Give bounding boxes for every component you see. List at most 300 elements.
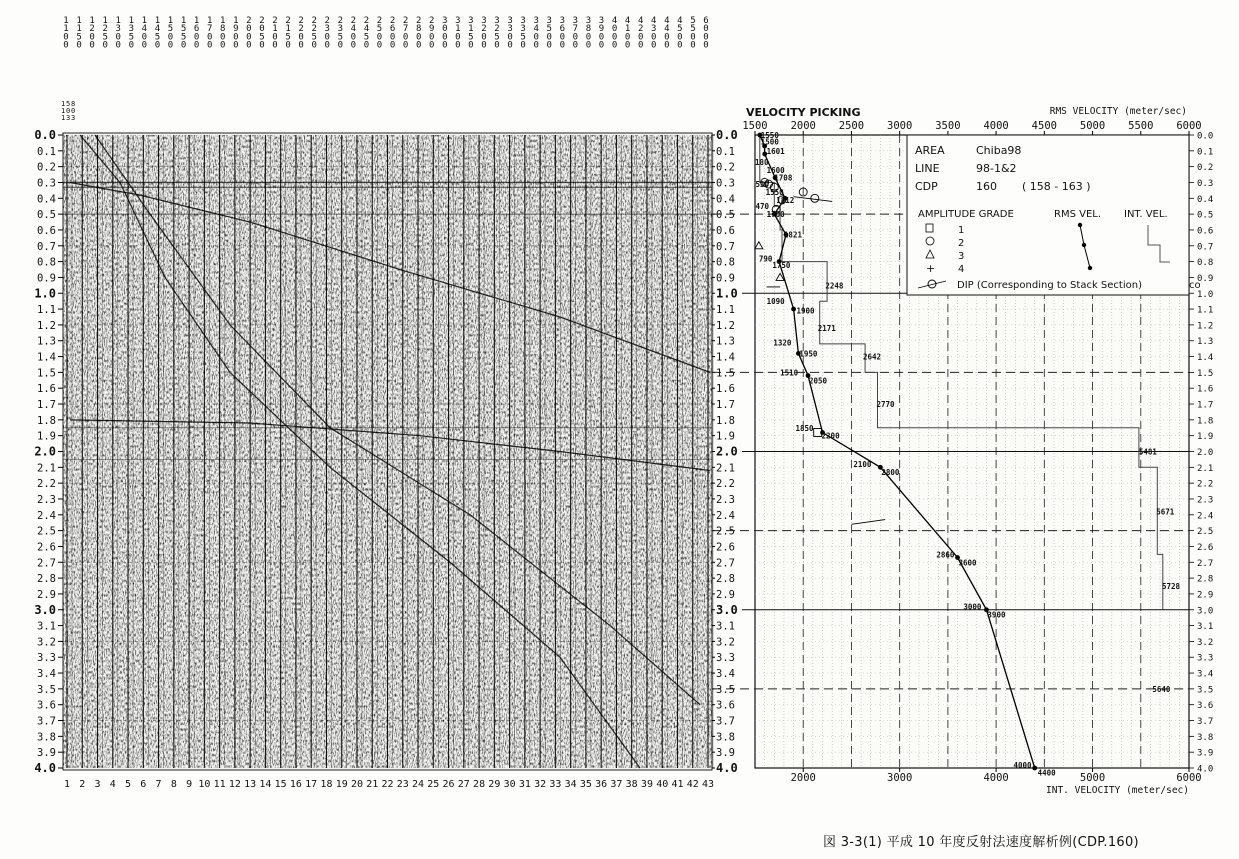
header-fold-column — [233, 16, 238, 51]
header-fold-digit: 0 — [585, 40, 592, 51]
trace-number: 20 — [350, 779, 363, 790]
header-fold-digit: 2 — [246, 16, 252, 26]
top-tick-label: 3000 — [887, 120, 913, 132]
time-label-mid: 3.6 — [716, 699, 735, 712]
header-fold-digit: 0 — [585, 32, 592, 43]
pick-label: 1500 — [760, 137, 779, 147]
header-fold-digit: 0 — [259, 24, 265, 35]
header-fold-digit: 0 — [402, 40, 409, 51]
header-fold-digit: 3 — [533, 16, 539, 26]
header-fold-column — [129, 16, 134, 51]
trace-number: 11 — [213, 779, 226, 790]
header-fold-digit: 1 — [285, 24, 291, 35]
trace-number-axis — [64, 779, 714, 790]
header-fold-digit: 0 — [233, 32, 239, 43]
time-label-mid: 1.5 — [716, 367, 735, 380]
time-label-right: 3.1 — [1197, 622, 1214, 633]
rms-legend-point — [1082, 243, 1086, 247]
pick-label: 1320 — [773, 338, 792, 348]
time-label-left: 1.4 — [37, 351, 56, 364]
time-label-mid: 0.3 — [716, 177, 735, 190]
header-fold-digit: 0 — [402, 32, 409, 43]
gather-header-numbers — [61, 100, 75, 122]
header-fold-digit: 2 — [311, 16, 317, 26]
time-label-left: 2.0 — [34, 444, 56, 459]
header-fold-column — [442, 16, 447, 51]
dip-legend-label: DIP (Corresponding to Stack Section) — [957, 280, 1142, 291]
header-fold-digit: 4 — [363, 24, 370, 35]
trace-number: 2 — [79, 779, 86, 790]
time-label-right: 2.9 — [1197, 590, 1214, 601]
header-fold-digit: 0 — [376, 40, 383, 51]
header-fold-digit: 0 — [572, 32, 579, 43]
header-fold-digit: 0 — [102, 40, 108, 51]
header-fold-column — [520, 16, 525, 51]
header-fold-column — [63, 16, 68, 51]
header-fold-digit: 7 — [402, 24, 409, 35]
header-fold-digit: 4 — [651, 16, 657, 26]
header-fold-digit: 3 — [507, 24, 513, 35]
header-fold-digit: 0 — [167, 32, 174, 43]
header-fold-digit: 5 — [154, 32, 161, 43]
header-fold-digit: 0 — [272, 40, 278, 51]
bottom-tick-label: 3000 — [887, 772, 913, 784]
pick-label: 1900 — [796, 306, 815, 316]
time-label-left: 0.4 — [37, 193, 56, 206]
header-fold-digit: 0 — [690, 40, 696, 51]
pick-label: 470 — [755, 202, 770, 212]
header-fold-digit: 5 — [259, 32, 265, 43]
header-fold-digit: 3 — [455, 16, 461, 26]
trace-number: 23 — [396, 779, 409, 790]
header-fold-digit: 5 — [167, 24, 174, 35]
header-fold-digit: 0 — [89, 40, 95, 51]
header-fold-digit: 0 — [167, 40, 174, 51]
trace-number: 16 — [289, 779, 302, 790]
rms-legend-point — [1088, 266, 1092, 270]
header-fold-digit: 5 — [690, 16, 696, 26]
header-fold-column — [351, 16, 356, 51]
trace-number: 15 — [274, 779, 287, 790]
header-fold-digit: 0 — [611, 32, 618, 43]
header-fold-column — [625, 16, 630, 51]
time-label-right: 2.5 — [1197, 527, 1214, 538]
header-fold-digit: 0 — [664, 40, 670, 51]
time-label-left: 2.3 — [37, 493, 56, 506]
pick-label: 3600 — [958, 558, 977, 568]
header-fold-digit: 0 — [481, 40, 487, 51]
amplitude-grade-number: 2 — [958, 238, 965, 249]
header-fold-digit: 2 — [298, 24, 304, 35]
header-fold-digit: 0 — [376, 32, 383, 43]
header-fold-column — [285, 16, 290, 51]
trace-number: 37 — [610, 779, 623, 790]
time-label-right: 2.1 — [1197, 463, 1214, 474]
time-label-left: 0.2 — [37, 161, 56, 174]
time-label-mid: 0.2 — [716, 161, 735, 174]
time-label-left: 1.8 — [37, 414, 56, 427]
time-label-right: 3.2 — [1197, 637, 1214, 648]
header-fold-digit: 0 — [141, 32, 148, 43]
figure-caption: 図 3-3(1) 平成 10 年度反射法速度解析例(CDP.160) — [823, 835, 1139, 850]
time-label-left: 0.8 — [37, 256, 56, 269]
header-fold-digit: 0 — [624, 32, 631, 43]
header-fold-digit: 0 — [298, 32, 304, 43]
header-fold-digit: 5 — [76, 32, 82, 43]
header-fold-digit: 5 — [311, 32, 317, 43]
time-label-right: 0.8 — [1197, 258, 1214, 269]
pick-label: 5481 — [1138, 447, 1157, 457]
header-fold-digit: 0 — [89, 32, 95, 43]
header-fold-digit: 2 — [350, 16, 357, 26]
header-fold-column — [533, 16, 538, 51]
pick-label: 1550 — [760, 131, 779, 140]
header-fold-digit: 0 — [429, 32, 435, 43]
header-fold-column — [76, 16, 81, 51]
pick-label: 2171 — [817, 324, 836, 334]
pick-label: 5640 — [1152, 684, 1171, 694]
time-label-left: 1.7 — [37, 399, 56, 412]
header-fold-column — [220, 16, 225, 51]
header-fold-digit: 5 — [376, 24, 383, 35]
header-fold-digit: 3 — [559, 16, 566, 26]
header-fold-digit: 0 — [259, 40, 265, 51]
trace-number: 30 — [503, 779, 516, 790]
header-fold-column — [181, 16, 186, 51]
header-fold-digit: 0 — [415, 40, 422, 51]
header-fold-digit: 3 — [324, 24, 330, 35]
header-fold-digit: 0 — [429, 40, 435, 51]
pick-label: 2770 — [876, 400, 895, 410]
pick-label: 1700 — [766, 210, 785, 220]
header-fold-digit: 1 — [206, 16, 213, 26]
pick-label: 1601 — [766, 146, 785, 156]
trace-number: 3 — [94, 779, 101, 790]
time-label-left: 1.5 — [37, 367, 56, 380]
top-axis-title: RMS VELOCITY (meter/sec) — [1049, 106, 1187, 117]
pick-label: 3900 — [987, 610, 1006, 620]
header-fold-numbers — [63, 16, 708, 51]
trace-number: 32 — [534, 779, 547, 790]
header-fold-digit: 4 — [624, 16, 631, 26]
time-label-right: 3.4 — [1197, 669, 1214, 680]
header-fold-digit: 0 — [624, 40, 631, 51]
time-label-mid: 1.2 — [716, 319, 735, 332]
time-label-right: 3.3 — [1197, 653, 1214, 664]
cdp-range: ( 158 - 163 ) — [1022, 180, 1091, 193]
time-label-mid: 1.9 — [716, 430, 735, 443]
time-label-mid: 3.7 — [716, 715, 735, 728]
header-fold-digit: 3 — [481, 16, 487, 26]
header-fold-digit: 1 — [468, 24, 474, 35]
header-fold-digit: 0 — [76, 40, 82, 51]
header-fold-digit: 2 — [285, 16, 291, 26]
header-fold-digit: 0 — [350, 40, 357, 51]
time-label-left: 3.0 — [34, 602, 56, 617]
rms-legend-point — [1078, 223, 1082, 227]
header-fold-column — [638, 16, 643, 51]
header-fold-digit: 0 — [598, 40, 605, 51]
header-fold-digit: 2 — [272, 16, 278, 26]
time-label-mid: 1.4 — [716, 351, 735, 364]
header-fold-digit: 0 — [520, 40, 526, 51]
header-fold-digit: 0 — [559, 40, 566, 51]
header-fold-digit: 2 — [363, 16, 370, 26]
header-fold-digit: 5 — [180, 32, 187, 43]
header-fold-digit: 0 — [115, 32, 121, 43]
header-fold-column — [364, 16, 369, 51]
time-label-mid: 3.8 — [716, 731, 735, 744]
trace-number: 43 — [701, 779, 715, 790]
line-value: 98-1&2 — [976, 162, 1017, 175]
header-fold-digit: 9 — [598, 24, 605, 35]
time-label-mid: 4.0 — [716, 761, 738, 775]
time-label-mid: 3.1 — [716, 620, 735, 633]
time-label-left: 3.1 — [37, 620, 56, 633]
header-fold-digit: 0 — [206, 40, 213, 51]
header-fold-digit: 0 — [690, 32, 696, 43]
header-fold-digit: 0 — [546, 40, 552, 51]
time-label-right: 1.7 — [1197, 400, 1214, 411]
header-fold-digit: 0 — [154, 40, 161, 51]
header-fold-digit: 0 — [442, 32, 448, 43]
header-fold-digit: 0 — [141, 40, 148, 51]
time-label-mid: 0.7 — [716, 240, 735, 253]
pick-label: 5671 — [1156, 507, 1175, 517]
pick-label: 1821 — [783, 230, 802, 240]
time-label-left: 0.9 — [37, 272, 56, 285]
header-fold-digit: 5 — [180, 24, 187, 35]
bottom-tick-label: 2000 — [790, 772, 816, 784]
header-fold-digit: 0 — [180, 40, 187, 51]
time-label-mid: 2.5 — [716, 525, 735, 538]
top-tick-label: 4000 — [983, 120, 1009, 132]
header-fold-digit: 2 — [415, 16, 422, 26]
header-fold-column — [390, 16, 395, 51]
header-fold-digit: 0 — [63, 32, 69, 43]
trace-number: 10 — [198, 779, 211, 790]
pick-label: 3000 — [963, 602, 982, 612]
header-fold-digit: 5 — [337, 32, 343, 43]
trace-number: 33 — [549, 779, 562, 790]
time-label-right: 2.3 — [1197, 495, 1214, 506]
pick-label: 790 — [758, 254, 773, 264]
time-label-left: 2.2 — [37, 478, 56, 491]
trace-number: 1 — [63, 779, 71, 790]
header-fold-digit: 1 — [141, 16, 148, 26]
time-label-mid: 2.6 — [716, 541, 735, 554]
header-fold-column — [116, 16, 121, 51]
header-fold-column — [664, 16, 669, 51]
time-label-right: 1.0 — [1197, 289, 1214, 300]
header-fold-column — [377, 16, 382, 51]
pick-label: 5728 — [1161, 582, 1181, 592]
header-fold-column — [481, 16, 486, 51]
gather-header-digit: 1 — [61, 107, 66, 115]
amplitude-grade-number: 1 — [958, 225, 965, 236]
time-label-left: 0.3 — [37, 177, 56, 190]
header-fold-digit: 2 — [298, 16, 304, 26]
trace-number: 25 — [427, 779, 440, 790]
header-fold-digit: 0 — [298, 40, 304, 51]
header-fold-digit: 0 — [468, 40, 474, 51]
header-fold-digit: 3 — [572, 16, 579, 26]
header-fold-column — [429, 16, 434, 51]
time-label-mid: 2.0 — [716, 444, 738, 459]
header-fold-digit: 1 — [128, 16, 135, 26]
header-fold-digit: 5 — [690, 24, 696, 35]
time-label-mid: 1.0 — [716, 286, 738, 301]
time-label-right: 1.5 — [1197, 368, 1214, 379]
time-label-mid: 2.8 — [716, 573, 735, 586]
time-label-right: 2.6 — [1197, 542, 1214, 553]
time-label-left: 0.6 — [37, 224, 56, 237]
header-fold-column — [311, 16, 316, 51]
velocity-picking-panel — [712, 106, 1202, 796]
time-label-left: 2.9 — [37, 588, 56, 601]
time-label-right: 1.1 — [1197, 305, 1214, 316]
trace-number: 39 — [640, 779, 653, 790]
header-fold-digit: 8 — [415, 24, 422, 35]
area-label: AREA — [915, 144, 945, 157]
header-fold-digit: 5 — [102, 32, 108, 43]
top-tick-label: 1500 — [742, 120, 768, 132]
amplitude-grade-number: 3 — [958, 251, 965, 262]
gather-header-digit: 3 — [71, 114, 76, 122]
header-fold-digit: 0 — [611, 40, 618, 51]
area-value: Chiba98 — [976, 144, 1022, 157]
trace-number: 31 — [518, 779, 531, 790]
header-fold-digit: 4 — [141, 24, 148, 35]
header-fold-digit: 0 — [494, 40, 500, 51]
header-fold-digit: 2 — [637, 24, 644, 35]
header-fold-digit: 0 — [389, 40, 396, 51]
header-fold-digit: 0 — [220, 32, 226, 43]
header-fold-digit: 0 — [272, 32, 278, 43]
header-fold-column — [246, 16, 251, 51]
header-fold-digit: 0 — [546, 32, 552, 43]
time-label-mid: 1.1 — [716, 304, 735, 317]
cdp-value: 160 — [976, 180, 997, 193]
time-label-right: 1.2 — [1197, 321, 1214, 332]
time-label-right: 2.2 — [1197, 479, 1214, 490]
time-label-mid: 2.2 — [716, 478, 735, 491]
cdp-label: CDP — [915, 180, 938, 193]
header-fold-digit: 1 — [272, 24, 278, 35]
trace-number: 14 — [259, 779, 272, 790]
header-fold-digit: 3 — [520, 16, 526, 26]
header-fold-digit: 0 — [677, 32, 683, 43]
panel-title: VELOCITY PICKING — [746, 106, 861, 119]
header-fold-digit: 0 — [455, 40, 461, 51]
top-tick-label: 2000 — [790, 120, 816, 132]
top-tick-label: 4500 — [1031, 120, 1057, 132]
bottom-tick-label: 5000 — [1079, 772, 1106, 784]
time-label-right: 0.6 — [1197, 226, 1214, 237]
header-fold-digit: 0 — [533, 32, 539, 43]
header-fold-digit: 3 — [468, 16, 474, 26]
header-fold-digit: 1 — [233, 16, 239, 26]
time-label-left: 0.1 — [37, 145, 56, 158]
top-tick-label: 5500 — [1128, 120, 1154, 132]
time-label-mid: 1.8 — [716, 414, 735, 427]
header-fold-column — [599, 16, 604, 51]
pick-label: 1850 — [795, 423, 814, 433]
header-fold-digit: 0 — [664, 32, 670, 43]
seismic-gather-panel — [63, 133, 713, 770]
header-fold-digit: 0 — [559, 32, 566, 43]
header-fold-digit: 5 — [363, 32, 370, 43]
header-fold-digit: 7 — [572, 24, 579, 35]
header-fold-column — [468, 16, 473, 51]
time-label-mid: 1.6 — [716, 383, 735, 396]
header-fold-column — [325, 16, 330, 51]
trace-number: 21 — [366, 779, 379, 790]
gather-header-digit: 5 — [66, 100, 71, 108]
top-tick-label: 3500 — [935, 120, 961, 132]
pick-label: 180 — [755, 157, 769, 167]
header-fold-digit: 1 — [115, 16, 121, 26]
header-fold-digit: 1 — [154, 16, 161, 26]
time-label-mid: 2.4 — [716, 509, 735, 522]
time-label-left: 0.7 — [37, 240, 56, 253]
header-fold-digit: 0 — [637, 40, 644, 51]
top-tick-label: 2500 — [838, 120, 865, 132]
time-label-right: 2.0 — [1197, 448, 1214, 458]
pick-label: 4400 — [1037, 768, 1056, 778]
trace-number: 40 — [656, 779, 669, 790]
bottom-tick-label: 4000 — [983, 772, 1009, 784]
time-label-left: 0.5 — [37, 209, 56, 222]
header-fold-digit: 0 — [611, 24, 618, 35]
header-fold-column — [259, 16, 264, 51]
header-fold-digit: 1 — [63, 24, 69, 35]
time-label-left: 1.2 — [37, 319, 56, 332]
time-label-mid: 2.1 — [716, 462, 735, 475]
header-fold-digit: 4 — [677, 16, 683, 26]
time-label-right: 2.7 — [1197, 558, 1214, 569]
header-fold-column — [573, 16, 578, 51]
header-fold-digit: 0 — [337, 40, 343, 51]
time-label-left: 3.4 — [37, 668, 56, 681]
trace-number: 8 — [170, 779, 177, 790]
pick-label: 2248 — [825, 281, 844, 291]
trace-number: 42 — [686, 779, 699, 790]
header-fold-digit: 4 — [154, 24, 161, 35]
header-fold-column — [612, 16, 617, 51]
line-label: LINE — [915, 162, 940, 175]
header-fold-digit: 1 — [624, 24, 631, 35]
gather-header-digit: 1 — [61, 114, 66, 122]
header-fold-digit: 3 — [546, 16, 552, 26]
pick-label: 2200 — [821, 431, 840, 441]
time-label-right: 0.3 — [1197, 178, 1214, 189]
header-fold-digit: 0 — [703, 40, 709, 51]
header-fold-column — [690, 16, 695, 51]
header-fold-digit: 4 — [350, 24, 357, 35]
header-fold-digit: 0 — [128, 40, 135, 51]
header-fold-digit: 0 — [507, 32, 513, 43]
time-label-mid: 1.3 — [716, 335, 735, 348]
header-fold-column — [272, 16, 277, 51]
header-fold-digit: 5 — [468, 32, 474, 43]
header-fold-digit: 2 — [337, 16, 343, 26]
pick-label: 2800 — [881, 468, 900, 478]
header-fold-digit: 3 — [128, 24, 135, 35]
trace-number: 29 — [488, 779, 501, 790]
time-label-left: 3.8 — [37, 731, 56, 744]
header-fold-digit: 2 — [311, 24, 317, 35]
